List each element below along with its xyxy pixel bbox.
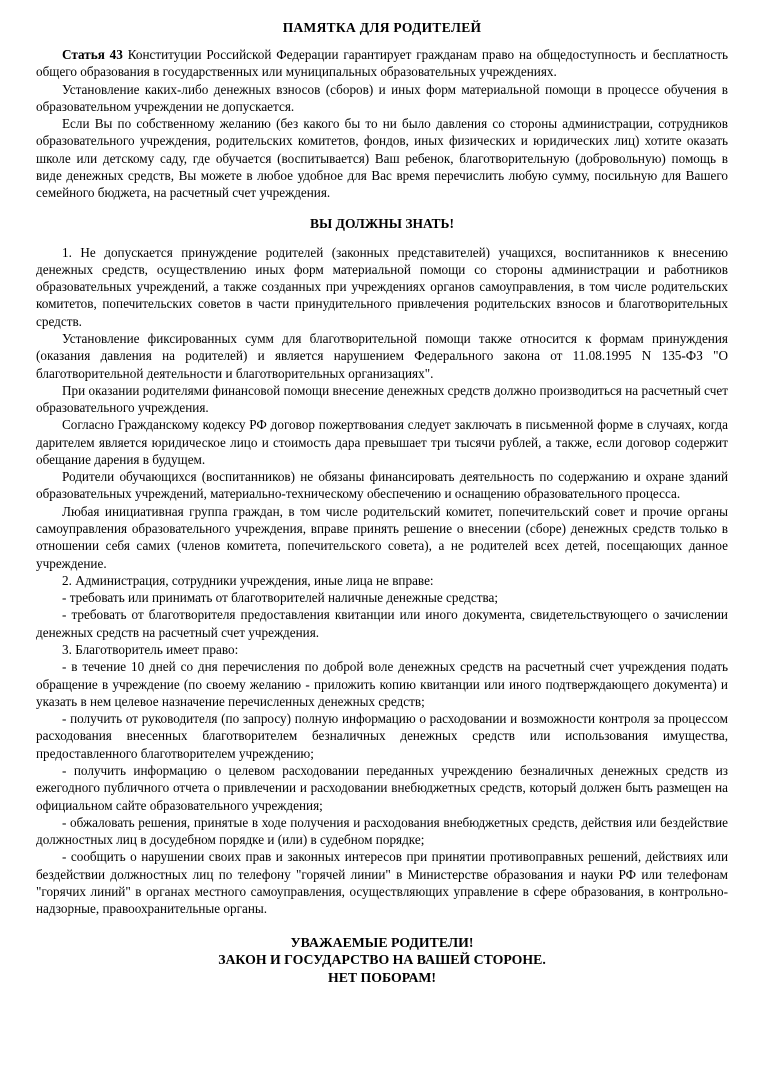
body-paragraph-9: - требовать от благотворителя предоставления квитанции или иного документа, свидетельствующего о зачислении денежных средств на расчетный счет учреждения. (36, 607, 728, 640)
body-paragraph-10: 3. Благотворитель имеет право: (62, 642, 239, 657)
body-paragraph-3: При оказании родителями финансовой помощи внесение денежных средств должно производиться на расчетный счет образовательного учреждения. (36, 382, 728, 416)
body-paragraph-5: Родители обучающихся (воспитанников) не обязаны финансировать деятельность по содержанию и охране зданий образовательных учреждений, материально-техническому обеспечению и оснащению образовательного процесса. (36, 469, 728, 502)
page-title: ПАМЯТКА ДЛЯ РОДИТЕЛЕЙ (282, 20, 482, 35)
intro-paragraph-3: Если Вы по собственному желанию (без какого бы то ни было давления со стороны администрации, сотрудников образовательного учреждения, родительских комитетов, фондов, иных физических и юридических лиц) хотите оказать школе или детскому саду, где обучается (воспитывается) Ваш ребенок, благотворительную (добровольную) помощь в виде денежных средств, Вы можете в любое удобное для Вас время перечислить любую сумму, посильную для Вашего семейного бюджета, на расчетный счет учреждения. (36, 116, 728, 201)
footer-block (36, 934, 728, 987)
body-paragraph-11: - в течение 10 дней со дня перечисления по доброй воле денежных средств на расчетный счет учреждения подать обращение в учреждение (по своему желанию - приложить копию квитанции или иного подтверждающего документа) и указать в нем целевое назначение перечисленных денежных средств; (36, 659, 728, 709)
intro-paragraph-1-text: Конституции Российской Федерации гарантирует гражданам право на общедоступность и бесплатность общего образования в государственных или муниципальных образовательных учреждениях. (36, 47, 729, 80)
body-paragraph-7: 2. Администрация, сотрудники учреждения, иные лица не вправе: (62, 572, 434, 588)
body-paragraph-15: - сообщить о нарушении своих прав и законных интересов при принятии противоправных решений, действиях или бездействии должностных лиц по телефону "горячей линии" в Министерстве образования и науки РФ или телефонам "горячих линий" в органах местного самоуправления, осуществляющих управление в сфере образования, в контрольно-надзорные, правоохранительные органы. (36, 849, 728, 917)
body-paragraph-12: - получить от руководителя (по запросу) полную информацию о расходовании и возможности контроля за процессом расходования внесенных благотворителем безналичных денежных средств или использования имущества, предоставленного благотворителем учреждению; (36, 711, 728, 761)
intro-paragraph-2: Установление каких-либо денежных взносов (сборов) и иных форм материальной помощи в процессе обучения в образовательном учреждении не допускается. (36, 81, 728, 114)
body-paragraph-2: Установление фиксированных сумм для благотворительной помощи также относится к формам принуждения (оказания давления на родителей) и является нарушением Федерального закона от 11.08.1995 N 135-ФЗ "О благотворительной деятельности и благотворительных организациях". (36, 330, 728, 381)
body-paragraph-14: - обжаловать решения, принятые в ходе получения и расходования внебюджетных средств, действия или бездействие должностных лиц в досудебном порядке и (или) в судебном порядке; (36, 814, 728, 848)
body-paragraph-4: Согласно Гражданскому кодексу РФ договор пожертвования следует заключать в письменной форме в случаях, когда дарителем является юридическое лицо и стоимость дара превышает три тысячи рублей, а также, если договор содержит обещание дарения в будущем. (36, 417, 728, 467)
body-paragraph-8: - требовать или принимать от благотворителей наличные денежные средства; (62, 590, 499, 606)
body-paragraph-1: 1. Не допускается принуждение родителей (законных представителей) учащихся, воспитанников к внесению денежных средств, осуществлению иных форм материальной помощи со стороны администрации и работников образовательных учреждений, а также созданных при учреждениях органов самоуправления, в том числе родительских комитетов, попечительских советов в части принудительного привлечения родительских взносов и благотворительных средств. (36, 244, 728, 329)
intro-paragraph-1 (36, 46, 728, 81)
article-reference: Статья 43 (62, 47, 123, 62)
footer-line-1: УВАЖАЕМЫЕ РОДИТЕЛИ! (290, 934, 474, 950)
footer-line-3: НЕТ ПОБОРАМ! (327, 969, 437, 985)
body-paragraph-6: Любая инициативная группа граждан, в том числе родительский комитет, попечительский совет и прочие органы самоуправления образовательного учреждения, вправе принять решение о внесении (сборе) денежных средств только в отношении себя самих (членов комитета, попечительского совета), а не родителей всех детей, посещающих данное учреждение. (36, 503, 728, 571)
footer-line-2: ЗАКОН И ГОСУДАРСТВО НА ВАШЕЙ СТОРОНЕ. (218, 952, 546, 968)
section-heading: ВЫ ДОЛЖНЫ ЗНАТЬ! (310, 215, 454, 231)
body-paragraph-13: - получить информацию о целевом расходовании переданных учреждению безналичных денежных средств из ежегодного публичного отчета о привлечении и расходовании внебюджетных средств, который должен быть размещен на официальном сайте образовательного учреждения; (36, 762, 728, 813)
